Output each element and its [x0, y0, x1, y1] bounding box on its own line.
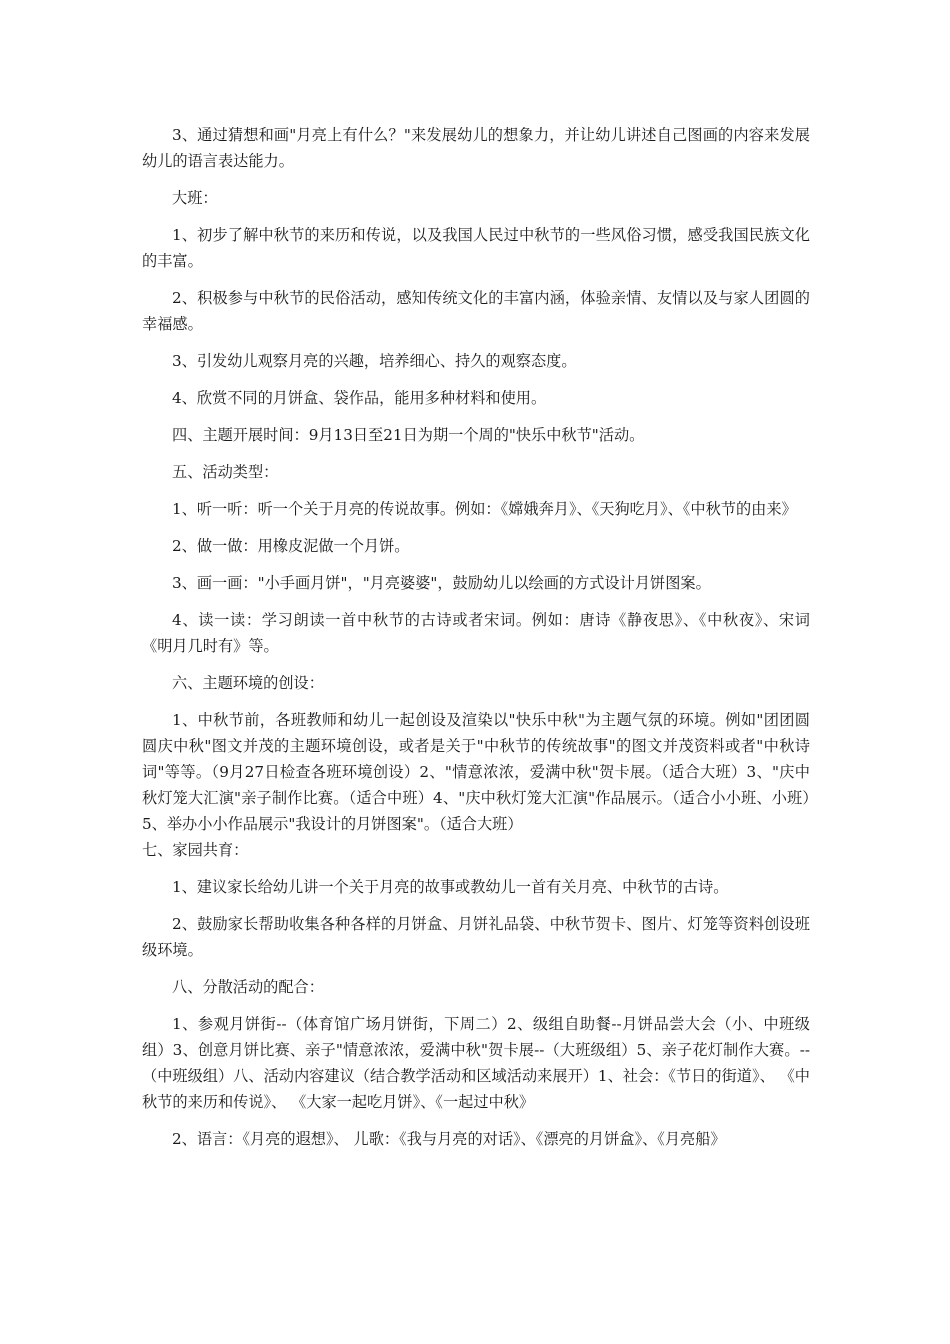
paragraph: 4、读一读：学习朗读一首中秋节的古诗或者宋词。例如：唐诗《静夜思》、《中秋夜》、宋词《明月几时有》等。: [142, 611, 810, 655]
paragraph: 1、中秋节前，各班教师和幼儿一起创设及渲染以"快乐中秋"为主题气氛的环境。例如"团团圆圆庆中秋"图文并茂的主题环境创设，或者是关于"中秋节的传统故事"的图文并茂资料或者"中秋诗词"等等。（9月27日检查各班环境创设）2、"情意浓浓，爱满中秋"贺卡展。（适合大班）3、"庆中秋灯笼大汇演"亲子制作比赛。（适合中班）4、"庆中秋灯笼大汇演"作品展示。（适合小小班、小班）5、举办小小作品展示"我设计的月饼图案"。（适合大班）: [142, 711, 810, 833]
paragraph: 2、积极参与中秋节的民俗活动，感知传统文化的丰富内涵，体验亲情、友情以及与家人团圆的幸福感。: [142, 289, 810, 333]
paragraph: 4、欣赏不同的月饼盒、袋作品，能用多种材料和使用。: [172, 389, 547, 407]
section-heading: 七、家园共育：: [142, 841, 249, 859]
paragraph: 3、引发幼儿观察月亮的兴趣，培养细心、持久的观察态度。: [172, 352, 577, 370]
paragraph: 3、画一画："小手画月饼"，"月亮婆婆"，鼓励幼儿以绘画的方式设计月饼图案。: [172, 574, 711, 592]
paragraph: 1、参观月饼街--（体育馆广场月饼街，下周二）2、级组自助餐--月饼品尝大会（小、中班级组）3、创意月饼比赛、亲子"情意浓浓，爱满中秋"贺卡展--（大班级组）5、亲子花灯制作大赛。--（中班级组）八、活动内容建议（结合教学活动和区域活动来展开）1、社会：《节日的街道》、 《中秋节的来历和传说》、 《大家一起吃月饼》、《一起过中秋》: [142, 1015, 810, 1111]
paragraph: 2、语言：《月亮的遐想》、 儿歌：《我与月亮的对话》、《漂亮的月饼盒》、《月亮船》: [172, 1130, 726, 1148]
section-heading: 八、分散活动的配合：: [172, 978, 324, 996]
section-heading: 五、活动类型：: [172, 463, 279, 481]
section-heading: 大班：: [172, 189, 218, 207]
paragraph: 2、做一做：用橡皮泥做一个月饼。: [172, 537, 410, 555]
section-heading: 六、主题环境的创设：: [172, 674, 324, 692]
paragraph: 1、建议家长给幼儿讲一个关于月亮的故事或教幼儿一首有关月亮、中秋节的古诗。: [172, 878, 729, 896]
document-page: [142, 122, 810, 1163]
paragraph: 2、鼓励家长帮助收集各种各样的月饼盒、月饼礼品袋、中秋节贺卡、图片、灯笼等资料创设班级环境。: [142, 915, 810, 959]
paragraph: 1、初步了解中秋节的来历和传说，以及我国人民过中秋节的一些风俗习惯，感受我国民族文化的丰富。: [142, 226, 810, 270]
section-heading: 四、主题开展时间：9月13日至21日为期一个周的"快乐中秋节"活动。: [172, 426, 645, 444]
paragraph: 1、听一听：听一个关于月亮的传说故事。例如：《嫦娥奔月》、《天狗吃月》、《中秋节的由来》: [172, 500, 797, 518]
paragraph: 3、通过猜想和画"月亮上有什么？"来发展幼儿的想象力，并让幼儿讲述自己图画的内容来发展幼儿的语言表达能力。: [142, 126, 810, 170]
